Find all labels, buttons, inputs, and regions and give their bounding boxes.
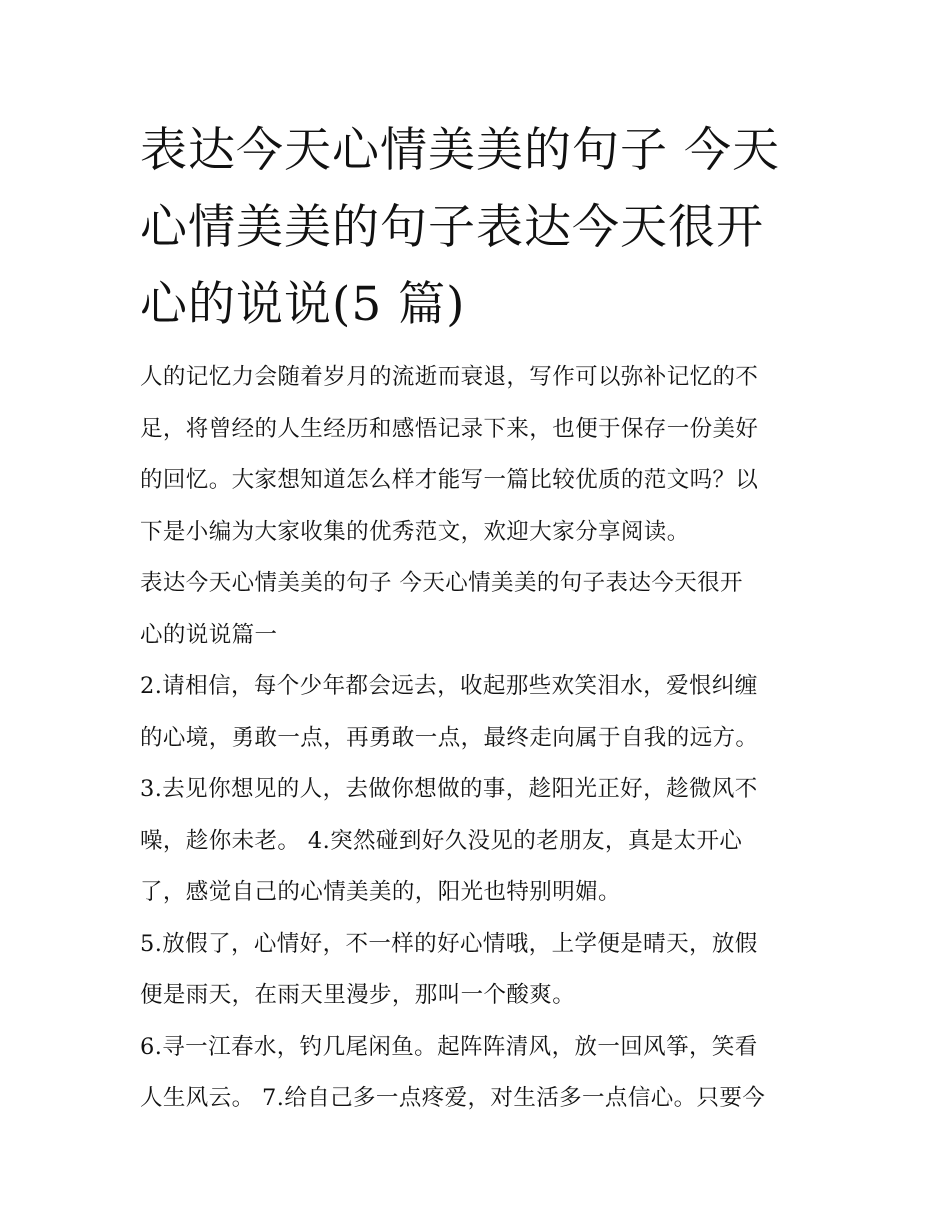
body-line: 的回忆。大家想知道怎么样才能写一篇比较优质的范文吗？以 <box>140 467 759 493</box>
body-line: 的心境，勇敢一点，再勇敢一点，最终走向属于自我的远方。 <box>140 724 759 751</box>
body-line: 人的记忆力会随着岁月的流逝而衰退，写作可以弥补记忆的不 <box>140 364 759 390</box>
body-line: 便是雨天，在雨天里漫步，那叫一个酸爽。 <box>140 982 576 1008</box>
title-line: 表达今天心情美美的句子 今天 <box>140 123 780 178</box>
body-line: 人生风云。 7.给自己多一点疼爱，对生活多一点信心。只要今 <box>140 1085 766 1111</box>
body-line: 了，感觉自己的心情美美的，阳光也特别明媚。 <box>140 879 621 905</box>
body-line: 2.请相信，每个少年都会远去，收起那些欢笑泪水，爱恨纠缠 <box>140 673 758 699</box>
body-line: 下是小编为大家收集的优秀范文，欢迎大家分享阅读。 <box>140 518 690 545</box>
document-title <box>140 112 820 343</box>
section-heading-line: 表达今天心情美美的句子 今天心情美美的句子表达今天很开 <box>140 570 743 596</box>
body-line: 足，将曾经的人生经历和感悟记录下来，也便于保存一份美好 <box>140 415 759 442</box>
title-line: 心的说说(5 篇) <box>140 277 466 332</box>
section-heading-line: 心的说说篇一 <box>140 621 278 648</box>
body-line: 5.放假了，心情好，不一样的好心情哦，上学便是晴天，放假 <box>140 930 758 957</box>
body-line: 噪，趁你未老。 4.突然碰到好久没见的老朋友，真是太开心 <box>140 827 743 854</box>
body-line: 6.寻一江春水，钓几尾闲鱼。起阵阵清风，放一回风筝，笑看 <box>140 1033 758 1060</box>
document-body <box>140 352 830 1125</box>
body-line: 3.去见你想见的人，去做你想做的事，趁阳光正好，趁微风不 <box>140 776 758 802</box>
title-line: 心情美美的句子表达今天很开 <box>140 200 764 255</box>
